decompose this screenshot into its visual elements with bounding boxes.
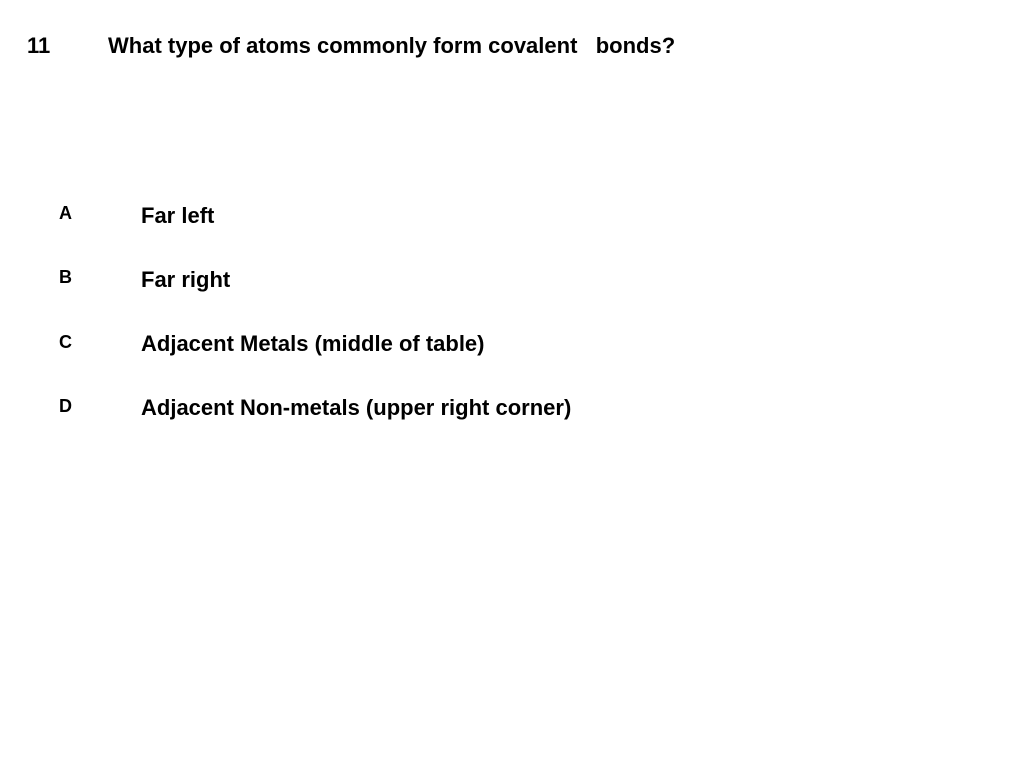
question-number: 11: [27, 33, 51, 58]
option-letter: C: [59, 332, 72, 352]
option-text: Far right: [141, 267, 231, 292]
option-letter: A: [59, 203, 72, 223]
option-text: Adjacent Metals (middle of table): [141, 331, 485, 356]
option-letter: B: [59, 267, 72, 287]
question-text: What type of atoms commonly form covalent bonds?: [108, 33, 676, 58]
option-letter: D: [59, 396, 72, 416]
option-text: Adjacent Non-metals (upper right corner): [141, 395, 572, 420]
option-text: Far left: [141, 203, 215, 228]
